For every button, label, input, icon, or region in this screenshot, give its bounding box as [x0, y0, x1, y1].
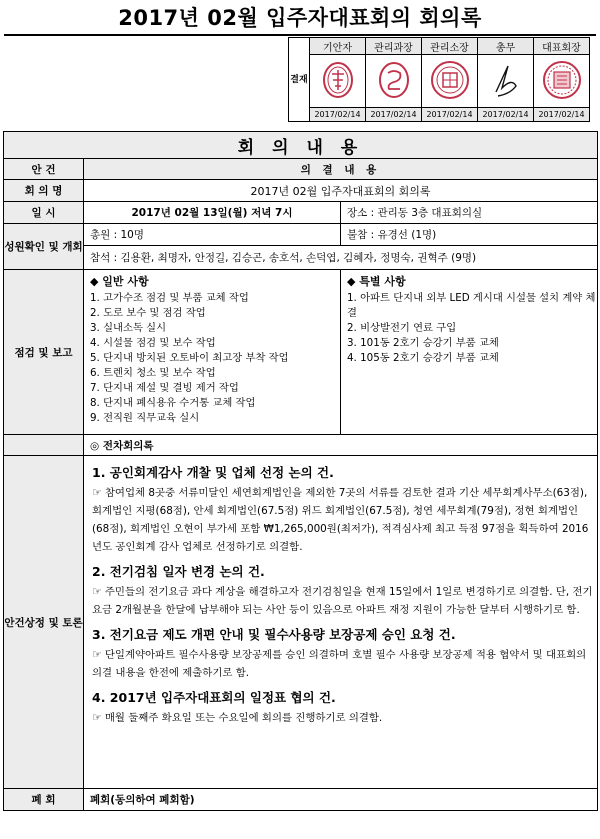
approval-role: 관리과장 [366, 38, 422, 55]
signature [478, 55, 534, 108]
item-header: 안 건 [4, 159, 84, 180]
seal-stamp [422, 55, 478, 108]
list-item: 3. 실내소독 실시 [90, 322, 167, 334]
approval-role: 관리소장 [422, 38, 478, 55]
agenda-body [92, 646, 593, 682]
agenda-title: 4. 2017년 입주자대표회의 일정표 협의 건. [92, 690, 336, 705]
agenda-title: 2. 전기검침 일자 변경 논의 건. [92, 564, 265, 579]
list-item: 1. 고가수조 점검 및 부품 교체 작업 [90, 292, 249, 304]
pointing-hand-icon: ☞ [92, 585, 102, 598]
closing-value: 폐회(동의하여 폐회함) [84, 789, 598, 811]
agenda-body [92, 709, 593, 727]
previous-label-cell [4, 435, 84, 456]
seal-stamp [310, 55, 366, 108]
list-item: 4. 시설물 점검 및 보수 작업 [90, 337, 216, 349]
approval-role: 총무 [478, 38, 534, 55]
content-header: 의 결 내 용 [84, 159, 598, 180]
approval-date: 2017/02/14 [478, 108, 534, 122]
agenda-text: 참여업체 8곳중 서류미달인 세연회계법인을 제외한 7곳의 서류를 검토한 결과 기산 세무회계사무소(63점), 회계법인 지평(68점), 안세 회계법인(67.5점) 위드 회계법인(67.5점), 청연 세무회계(79점), 정현 회계법인(68점), 회계법인 오현이 부가세 포함 ₩1,265,000원(최저가), 적격심사제 최고 득점 97점을 획득하여 2016년도 공인회계 감사 업체로 선정하기로 의결함. [92, 487, 589, 553]
general-items [84, 270, 341, 435]
approval-date: 2017/02/14 [310, 108, 366, 122]
absent-members: 불참 : 유경선 (1명) [341, 224, 598, 246]
agenda-title: 1. 공인회계감사 개찰 및 업체 선정 논의 건. [92, 465, 334, 480]
document-title: 2017년 02월 입주자대표회의 회의록 [118, 6, 482, 30]
approval-role: 기안자 [310, 38, 366, 55]
previous-minutes: ◎ 전차회의록 [84, 435, 598, 456]
meeting-place: 장소 : 관리동 3층 대표회의실 [341, 202, 598, 224]
closing-label: 폐 회 [4, 789, 84, 811]
list-item: 3. 101동 2호기 승강기 부품 교체 [347, 337, 499, 349]
agenda-cell [84, 456, 598, 789]
agenda-title: 3. 전기요금 제도 개편 안내 및 필수사용량 보장공제 승인 요청 건. [92, 627, 456, 642]
agenda-text: 주민들의 전기요금 과다 계상을 해결하고자 전기검침일을 현재 15일에서 1일로 변경하기로 의결함. 단, 전기요금 2개월분을 한달에 납부해야 되는 사안 등이 있음으로 아파트 재정 지원이 가능한 달부터 시행하기로 함. [92, 586, 593, 616]
general-title: ◆ 일반 사항 [90, 275, 149, 288]
list-item: 7. 단지내 제설 및 결빙 제거 작업 [90, 382, 239, 394]
minutes-heading: 회 의 내 용 [4, 132, 598, 159]
agenda-text: 단일계약아파트 필수사용량 보장공제를 승인 의결하며 호별 필수 사용량 보장공제 적용 협약서 및 대표회의 의결 내용을 한전에 제출하기로 함. [92, 649, 587, 679]
attendees: 참석 : 김용환, 최명자, 안정길, 김승곤, 송호석, 손덕엽, 김혜자, 정명숙, 권혁주 (9명) [84, 246, 598, 270]
approval-date: 2017/02/14 [534, 108, 590, 122]
seal-stamp [366, 55, 422, 108]
list-item: 4. 105동 2호기 승강기 부품 교체 [347, 352, 499, 364]
approval-role: 대표회장 [534, 38, 590, 55]
list-item: 2. 비상발전기 연료 구입 [347, 322, 457, 334]
agenda-body [92, 583, 593, 619]
total-members: 총원 : 10명 [84, 224, 341, 246]
seal-stamp [534, 55, 590, 108]
meeting-name-label: 회 의 명 [4, 180, 84, 202]
agenda-body [92, 484, 593, 556]
approval-label: 결재 [289, 38, 310, 122]
meeting-name-value: 2017년 02월 입주자대표회의 회의록 [84, 180, 598, 202]
agenda-text: 매월 둘째주 화요일 또는 수요일에 회의를 진행하기로 의결함. [104, 712, 383, 724]
pointing-hand-icon: ☞ [92, 648, 102, 661]
pointing-hand-icon: ☞ [92, 711, 102, 724]
approval-box [288, 37, 590, 122]
inspection-label: 점검 및 보고 [4, 270, 84, 435]
list-item: 1. 아파트 단지내 외부 LED 게시대 시설물 설치 계약 체결 [347, 292, 596, 319]
special-title: ◆ 특별 사항 [347, 275, 406, 288]
agenda-label: 안건상정 및 토론 [4, 456, 84, 789]
special-items [341, 270, 598, 435]
datetime-label: 일 시 [4, 202, 84, 224]
approval-date: 2017/02/14 [422, 108, 478, 122]
list-item: 5. 단지내 방치된 오토바이 최고장 부착 작업 [90, 352, 289, 364]
members-label: 성원확인 및 개회 [4, 224, 84, 270]
list-item: 8. 단지내 폐식용유 수거통 교체 작업 [90, 397, 256, 409]
approval-date: 2017/02/14 [366, 108, 422, 122]
minutes-table [3, 131, 598, 811]
pointing-hand-icon: ☞ [92, 486, 102, 499]
list-item: 9. 전직원 직무교육 실시 [90, 412, 200, 424]
datetime-value: 2017년 02월 13일(월) 저녁 7시 [84, 202, 341, 224]
list-item: 2. 도로 보수 및 점검 작업 [90, 307, 206, 319]
list-item: 6. 트렌치 청소 및 보수 작업 [90, 367, 216, 379]
title-underline [4, 34, 596, 36]
